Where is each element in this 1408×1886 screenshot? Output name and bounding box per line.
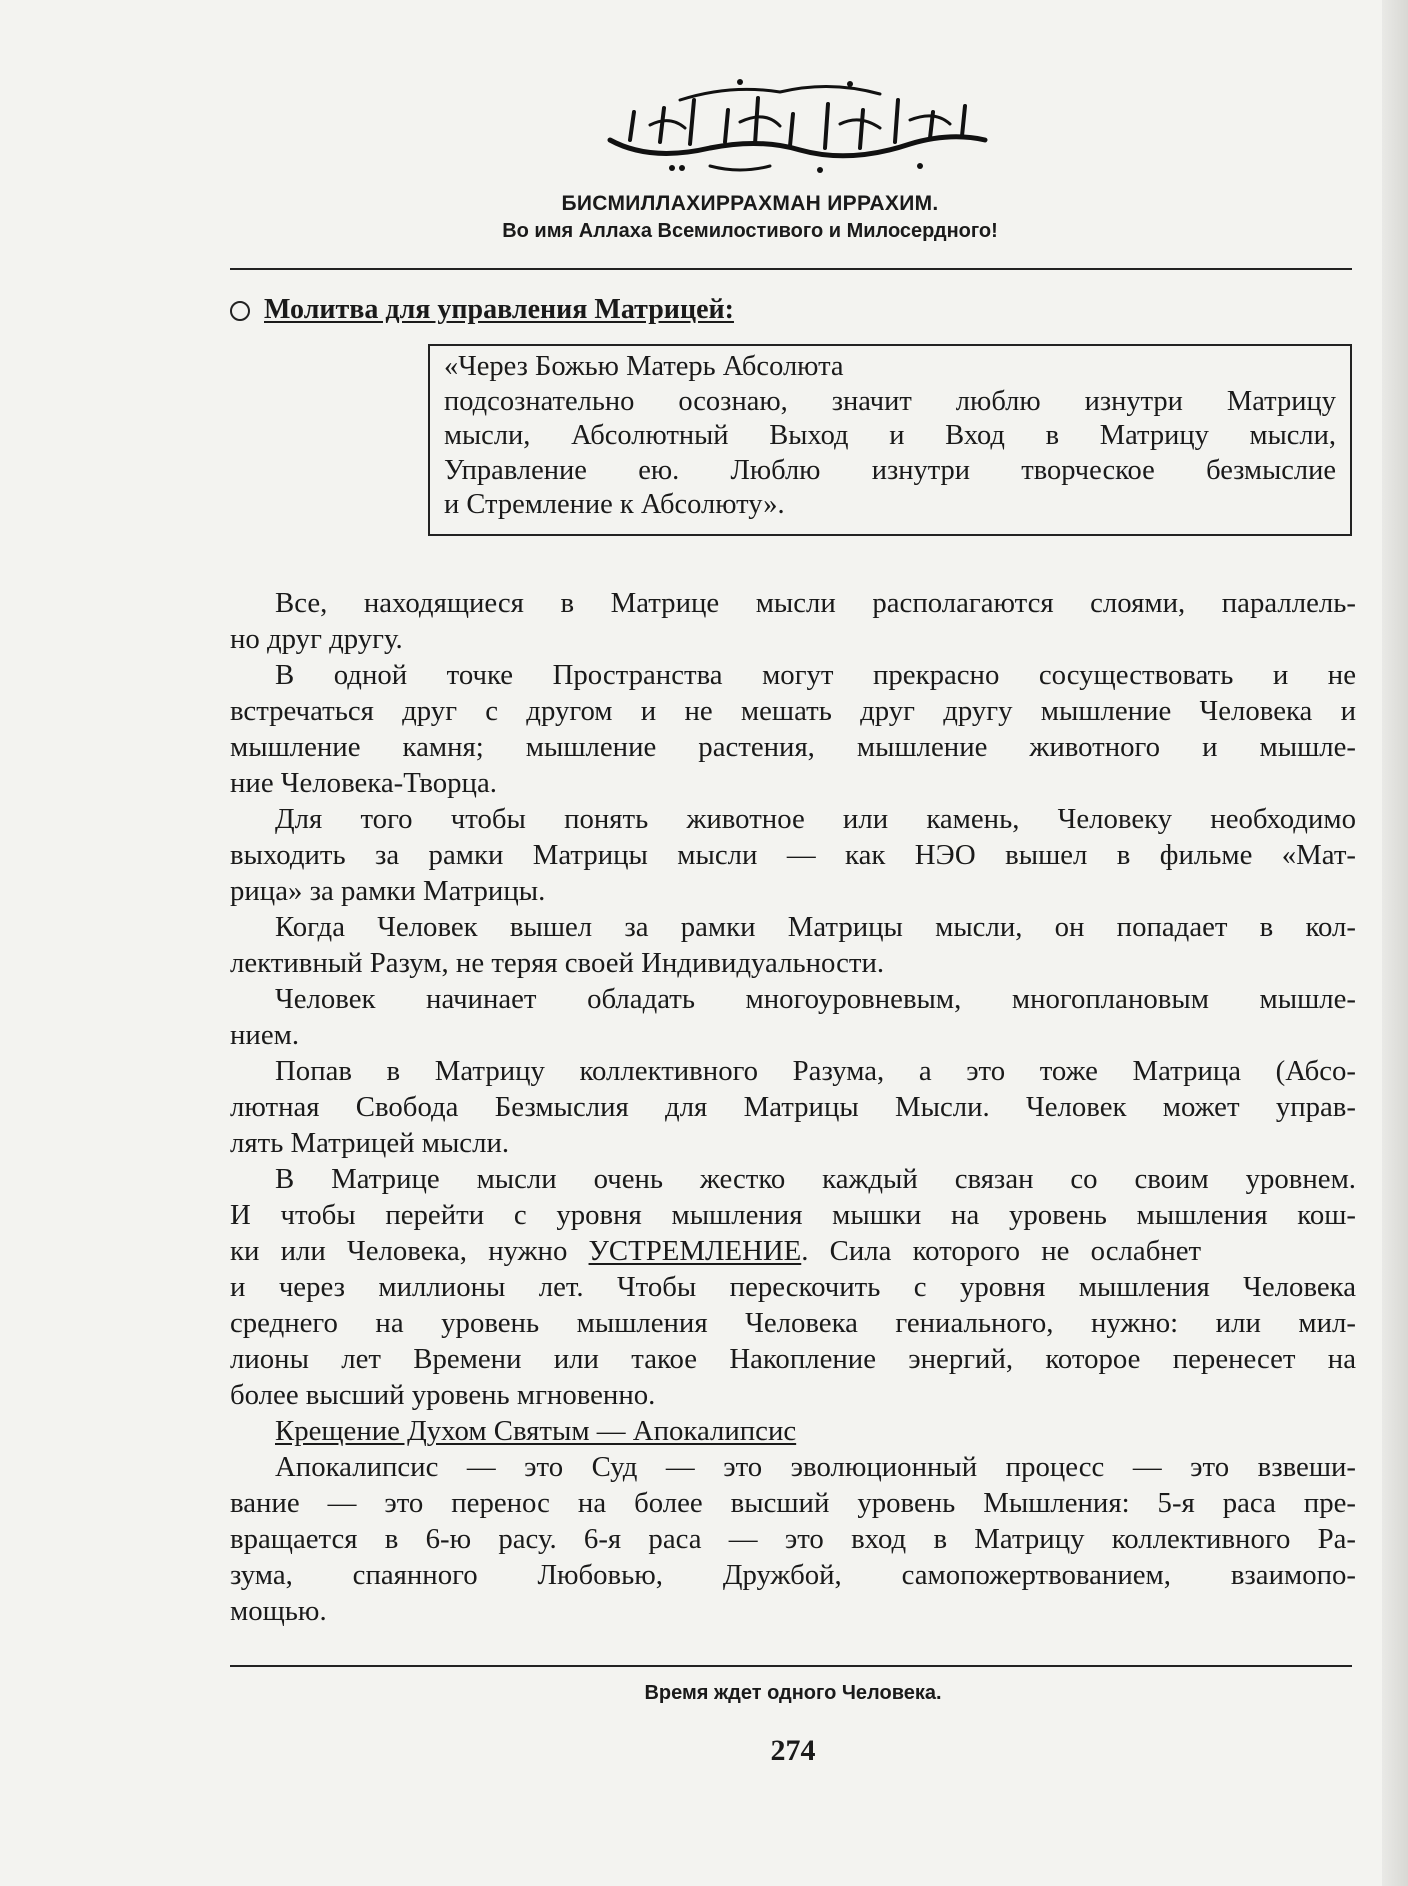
footer-quote: Время ждет одного Человека. bbox=[644, 1682, 942, 1704]
prayer-line: Управление ею. Люблю изнутри творческое безмыслие bbox=[444, 454, 1336, 486]
prayer-line: «Через Божью Матерь Абсолюта bbox=[444, 351, 844, 382]
text-line: мышление камня; мышление растения, мышление животного и мышле- bbox=[230, 731, 1356, 763]
text-line: зума, спаянного Любовью, Дружбой, самопожертвованием, взаимопо- bbox=[230, 1559, 1356, 1591]
text-line: Апокалипсис — это Суд — это эволюционный процесс — это взвеши- bbox=[275, 1451, 1356, 1483]
text-line: вание — это перенос на более высший уровень Мышления: 5-я раса пре- bbox=[230, 1487, 1356, 1519]
text-line: Попав в Матрицу коллективного Разума, а это тоже Матрица (Абсо- bbox=[275, 1055, 1356, 1087]
text-line: Для того чтобы понять животное или камень, Человеку необходимо bbox=[275, 803, 1356, 835]
text-line: выходить за рамки Матрицы мысли — как НЭО вышел в фильме «Мат- bbox=[230, 839, 1356, 871]
text-line: но друг другу. bbox=[230, 623, 403, 655]
page-number: 274 bbox=[770, 1734, 816, 1767]
text-line: ние Человека-Творца. bbox=[230, 767, 497, 799]
text-line bbox=[230, 1233, 1356, 1269]
text-line: Человек начинает обладать многоуровневым, многоплановым мышле- bbox=[275, 983, 1356, 1015]
header-subtitle: Во имя Аллаха Всемилостивого и Милосердного! bbox=[502, 220, 998, 242]
text-line: лективный Разум, не теряя своей Индивидуальности. bbox=[230, 947, 885, 979]
text-line: рица» за рамки Матрицы. bbox=[230, 875, 546, 907]
section-heading bbox=[230, 1413, 1356, 1449]
prayer-line: подсознательно осознаю, значит люблю изнутри Матрицу bbox=[444, 385, 1336, 417]
emphasis-underlined: УСТРЕМЛЕНИЕ bbox=[588, 1235, 802, 1267]
prayer-heading: Молитва для управления Матрицей: bbox=[264, 294, 734, 325]
text-line: В Матрице мысли очень жестко каждый связан со своим уровнем. bbox=[275, 1163, 1356, 1195]
page-edge-shadow bbox=[1382, 0, 1408, 1886]
prayer-line: мысли, Абсолютный Выход и Вход в Матрицу мысли, bbox=[444, 420, 1336, 452]
text-line: мощью. bbox=[230, 1595, 327, 1627]
text-fragment: ки или Человека, нужно bbox=[230, 1235, 589, 1267]
body-text bbox=[230, 585, 1356, 1629]
header-title: БИСМИЛЛАХИРРАХМАН ИРРАХИМ. bbox=[561, 192, 939, 215]
text-line: лионы лет Времени или такое Накопление энергий, которое перенесет на bbox=[230, 1343, 1356, 1375]
text-line: лять Матрицей мысли. bbox=[230, 1127, 510, 1159]
bullet-circle-icon bbox=[230, 301, 250, 321]
text-line: более высший уровень мгновенно. bbox=[230, 1379, 656, 1411]
text-line: и через миллионы лет. Чтобы перескочить с уровня мышления Человека bbox=[230, 1271, 1356, 1303]
bismillah-calligraphy-icon bbox=[590, 70, 1000, 180]
text-fragment: . Сила которого не ослабнет bbox=[801, 1235, 1202, 1267]
text-line: Когда Человек вышел за рамки Матрицы мысли, он попадает в кол- bbox=[275, 911, 1356, 943]
section-heading-text: Крещение Духом Святым — Апокалипсис bbox=[275, 1415, 797, 1447]
header-divider bbox=[230, 268, 1352, 270]
text-line: В одной точке Пространства могут прекрасно сосуществовать и не bbox=[275, 659, 1356, 691]
text-line: И чтобы перейти с уровня мышления мышки на уровень мышления кош- bbox=[230, 1199, 1356, 1231]
prayer-line: и Стремление к Абсолюту». bbox=[444, 489, 785, 521]
text-line: встречаться друг с другом и не мешать друг другу мышление Человека и bbox=[230, 695, 1356, 727]
text-line: Все, находящиеся в Матрице мысли располагаются слоями, параллель- bbox=[275, 587, 1356, 619]
text-line: лютная Свобода Безмыслия для Матрицы Мысли. Человек может управ- bbox=[230, 1091, 1356, 1123]
prayer-box bbox=[428, 344, 1352, 536]
text-line: нием. bbox=[230, 1019, 300, 1051]
text-line: вращается в 6-ю расу. 6-я раса — это вход в Матрицу коллективного Ра- bbox=[230, 1523, 1356, 1555]
text-line: среднего на уровень мышления Человека гениального, нужно: или мил- bbox=[230, 1307, 1356, 1339]
footer-divider bbox=[230, 1665, 1352, 1667]
